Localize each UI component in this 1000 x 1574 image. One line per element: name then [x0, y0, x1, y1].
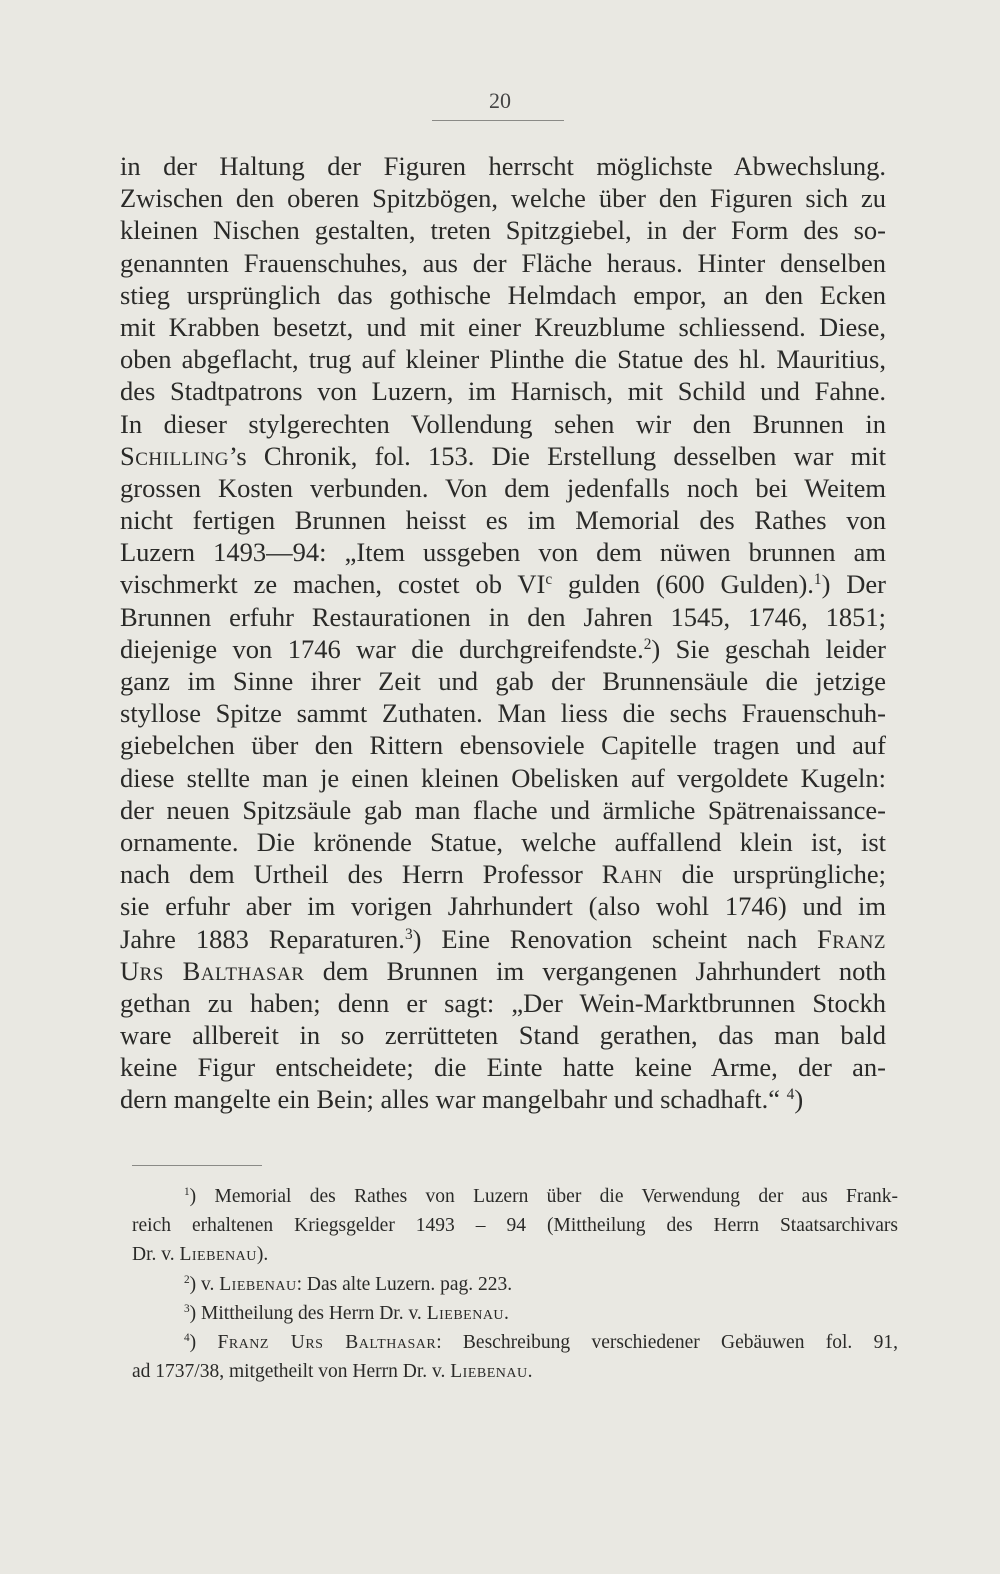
text-run: gulden (600 Gulden).: [552, 569, 814, 600]
text-run: .: [527, 1361, 533, 1383]
text-run: ad 1737/38, mitgetheilt von Herrn Dr. v.: [132, 1361, 451, 1383]
text-run: ware allbereit in so zerrütteten Stand gerathen, das man bald: [120, 1020, 886, 1051]
text-run: der neuen Spitzsäule gab man flache und ärmliche Spätrenaissance-: [120, 794, 886, 825]
footnotes: [132, 1182, 898, 1386]
text-run: ) Memorial des Rathes von Luzern über die Verwendung der aus Frank-: [189, 1186, 898, 1207]
footnote-line: [132, 1182, 898, 1211]
text-line: [120, 601, 886, 633]
text-run: Urs Balthasar: [120, 955, 305, 986]
text-run: grossen Kosten verbunden. Von dem jedenfalls noch bei Weitem: [120, 472, 886, 503]
text-run: genannten Frauenschuhes, aus der Fläche heraus. Hinter denselben: [120, 247, 886, 278]
text-run: kleinen Nischen gestalten, treten Spitzgiebel, in der Form des so-: [120, 215, 886, 246]
text-line: [120, 568, 886, 600]
text-run: Schilling: [120, 440, 229, 471]
text-run: dern mangelte ein Bein; alles war mangelbahr und schadhaft.“: [120, 1084, 787, 1115]
text-run: mit Krabben besetzt, und mit einer Kreuzblume schliessend. Diese,: [120, 311, 886, 342]
text-run: Franz Urs Balthasar: [217, 1331, 437, 1353]
text-run: : Das alte Luzern. pag. 223.: [296, 1273, 513, 1295]
text-line: [120, 343, 886, 375]
text-run: diese stellte man je einen kleinen Obelisken auf vergoldete Kugeln:: [120, 762, 886, 793]
header-rule: [432, 120, 564, 121]
text-run: Zwischen den oberen Spitzbögen, welche über den Figuren sich zu: [120, 183, 886, 214]
text-run: sie erfuhr aber im vorigen Jahrhundert (also wohl 1746) und im: [120, 891, 886, 922]
text-run: Liebenau: [179, 1244, 257, 1266]
text-run: Jahre 1883 Reparaturen.: [120, 923, 405, 954]
text-run: oben abgeflacht, trug auf kleiner Plinthe die Statue des hl. Mauritius,: [120, 344, 886, 375]
text-line: [120, 504, 886, 536]
text-line: [120, 408, 886, 440]
text-run: In dieser stylgerechten Vollendung sehen wir den Brunnen in: [120, 408, 886, 439]
text-run: nicht fertigen Brunnen heisst es im Memorial des Rathes von: [120, 505, 886, 536]
footnote-line: [132, 1357, 898, 1386]
text-line: [120, 697, 886, 729]
text-run: Luzern 1493—94: „Item ussgeben von dem nüwen brunnen am: [120, 537, 886, 568]
text-run: die ursprüngliche;: [662, 859, 886, 890]
text-line: [120, 633, 886, 665]
main-text: [120, 150, 886, 1116]
text-run: nach dem Urtheil des Herrn Professor: [120, 859, 602, 890]
text-run: vischmerkt ze machen, costet ob VI: [120, 569, 546, 600]
footnote-line: [132, 1270, 898, 1299]
note-marker: 2: [643, 635, 652, 653]
text-run: ganz im Sinne ihrer Zeit und gab der Brunnensäule die jetzige: [120, 666, 886, 696]
text-line: [120, 440, 886, 472]
text-line: [120, 794, 886, 826]
footnote-line: [132, 1328, 898, 1357]
text-run: gethan zu haben; denn er sagt: „Der Wein-Marktbrunnen Stockh: [120, 987, 886, 1018]
text-line: [120, 375, 886, 407]
text-run: giebelchen über den Rittern ebensoviele Capitelle tragen und auf: [120, 730, 886, 761]
text-line: [120, 472, 886, 504]
note-marker: c: [545, 571, 553, 589]
text-line: [120, 729, 886, 761]
text-run: diejenige von 1746 war die durchgreifendste.: [120, 633, 644, 664]
note-marker: 2: [184, 1273, 190, 1286]
text-run: ) v.: [189, 1273, 220, 1295]
text-run: ) Der: [821, 569, 886, 600]
text-run: Dr. v.: [132, 1244, 180, 1266]
text-line: [120, 826, 886, 858]
text-run: styllose Spitze sammt Zuthaten. Man liess die sechs Frauenschuh-: [120, 698, 886, 729]
text-line: [120, 665, 886, 697]
text-run: ’s Chronik, fol. 153. Die Erstellung desselben war mit: [228, 440, 886, 471]
text-run: in der Haltung der Figuren herrscht möglichste Abwechslung.: [120, 151, 886, 181]
footnote-line: [132, 1299, 898, 1328]
text-run: ) Eine Renovation scheint nach: [412, 923, 818, 954]
text-line: [120, 247, 886, 279]
text-run: ).: [256, 1244, 269, 1266]
text-run: ) Mittheilung des Herrn Dr. v.: [189, 1302, 427, 1324]
text-line: [120, 1083, 886, 1115]
footnote-line: [132, 1240, 898, 1269]
text-run: ) Sie geschah leider: [651, 633, 886, 664]
text-line: [120, 955, 886, 987]
text-run: ornamente. Die krönende Statue, welche auffallend klein ist, ist: [120, 826, 886, 857]
text-run: .: [504, 1302, 509, 1324]
text-line: [120, 150, 886, 182]
note-marker: 1: [813, 571, 822, 589]
text-line: [120, 311, 886, 343]
text-line: [120, 762, 886, 794]
text-run: stieg ursprünglich das gothische Helmdach empor, an den Ecken: [120, 279, 886, 310]
text-line: [120, 923, 886, 955]
text-run: Rahn: [601, 859, 663, 890]
note-marker: 1: [184, 1186, 190, 1199]
text-run: Liebenau: [219, 1273, 297, 1295]
text-run: Brunnen erfuhr Restaurationen in den Jahren 1545, 1746, 1851;: [120, 601, 886, 632]
note-marker: 3: [404, 925, 413, 943]
footnote-line: [132, 1211, 898, 1240]
text-line: [120, 1019, 886, 1051]
text-line: [120, 279, 886, 311]
note-marker: 4: [786, 1086, 795, 1104]
text-run: ): [189, 1331, 218, 1353]
note-marker: 3: [184, 1302, 190, 1315]
text-run: ): [794, 1084, 804, 1115]
page-number: 20: [489, 88, 511, 113]
text-run: Franz: [817, 923, 886, 954]
text-line: [120, 858, 886, 890]
text-line: [120, 1051, 886, 1083]
text-run: : Beschreibung verschiedener Gebäuwen fol. 91,: [436, 1331, 898, 1353]
text-run: dem Brunnen im vergangenen Jahrhundert noth: [304, 955, 886, 986]
text-run: Liebenau: [426, 1302, 505, 1324]
text-line: [120, 987, 886, 1019]
note-marker: 4: [184, 1332, 190, 1345]
text-line: [120, 182, 886, 214]
footnote-separator: [132, 1165, 262, 1166]
text-run: reich erhaltenen Kriegsgelder 1493 – 94 (Mittheilung des Herrn Staatsarchivars: [132, 1215, 898, 1237]
text-line: [120, 214, 886, 246]
text-run: Liebenau: [450, 1361, 528, 1383]
text-run: keine Figur entscheidete; die Einte hatte keine Arme, der an-: [120, 1052, 886, 1083]
text-line: [120, 536, 886, 568]
text-run: des Stadtpatrons von Luzern, im Harnisch, mit Schild und Fahne.: [120, 376, 886, 407]
text-line: [120, 890, 886, 922]
